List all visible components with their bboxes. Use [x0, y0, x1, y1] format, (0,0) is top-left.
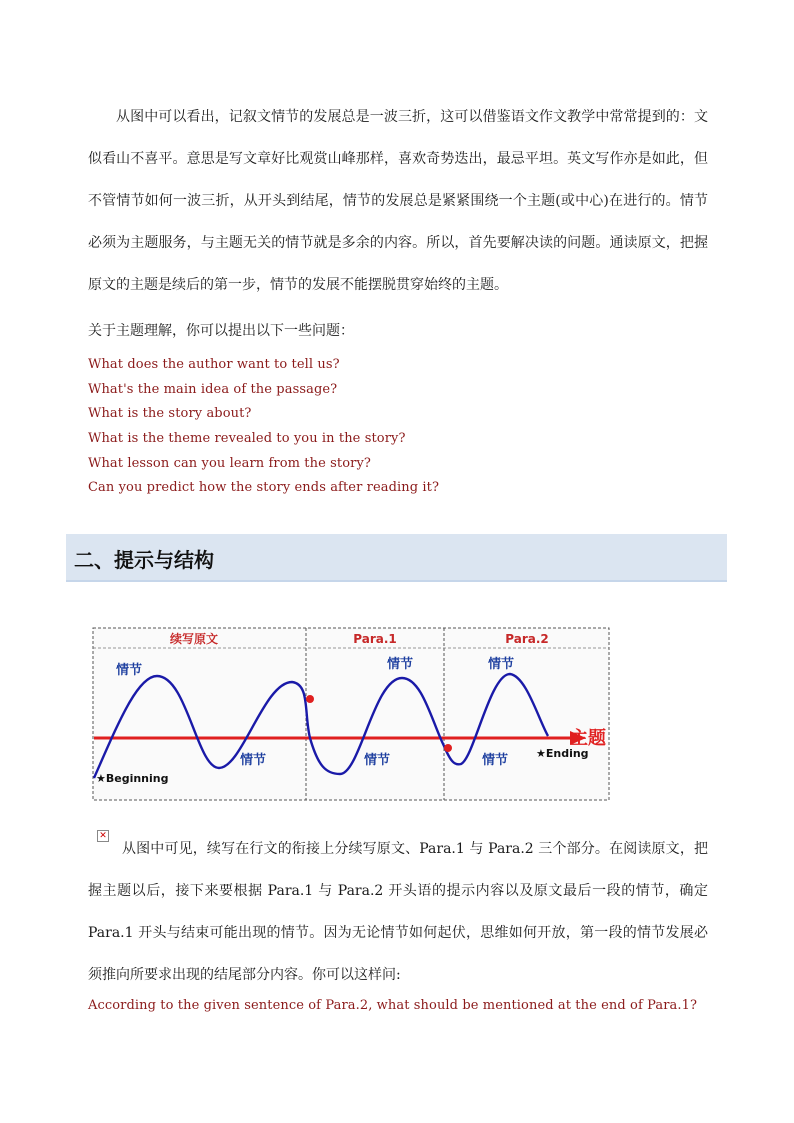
question-4: What is the theme revealed to you in the story?	[88, 431, 406, 446]
section-title-original: 续写原文	[169, 632, 219, 646]
section-heading: 二、提示与结构	[74, 548, 214, 572]
junction-dot-1	[306, 695, 314, 703]
question-5: What lesson can you learn from the story?	[88, 456, 371, 471]
body-paragraph-1: 从图中可以看出，记叙文情节的发展总是一波三折，这可以借鉴语文作文教学中常常提到的：文似看山不喜平。意思是写文章好比观赏山峰那样，喜欢奇势迭出，最忌平坦。英文写作亦是如此，但不管情节如何一波三折，从开头到结尾，情节的发展总是紧紧围绕一个主题(或中心)在进行的。情节必须为主题服务，与主题无关的情节就是多余的内容。所以，首先要解决读的问题。通读原文，把握原文的主题是续后的第一步，情节的发展不能摆脱贯穿始终的主题。	[88, 109, 708, 293]
plot-label-2: 情节	[240, 753, 267, 768]
question-2: What's the main idea of the passage?	[88, 382, 338, 397]
plot-label-6: 情节	[482, 753, 509, 768]
plot-label-3: 情节	[387, 657, 414, 672]
question-6: Can you predict how the story ends after reading it?	[88, 480, 440, 495]
plot-label-1: 情节	[116, 663, 143, 678]
broken-image-icon: ✕	[97, 830, 109, 842]
theme-label: 主题	[570, 728, 606, 749]
section-title-para2: Para.2	[505, 632, 549, 646]
plot-label-5: 情节	[488, 657, 515, 672]
diagram-frame	[93, 628, 609, 800]
ending-label: ★Ending	[536, 747, 589, 760]
question-1: What does the author want to tell us?	[88, 357, 340, 372]
body-paragraph-2	[88, 828, 708, 996]
body-paragraph-2-text: 从图中可见，续写在行文的衔接上分续写原文、Para.1 与 Para.2 三个部分。在阅读原文，把握主题以后，接下来要根据 Para.1 与 Para.2 开头语的提示内容以及原文最后一段的情节，确定 Para.1 开头与结束可能出现的情节。因为无论情节如何起伏，思维如何开放，第一段的情节发展必须推向所要求出现的结尾部分内容。你可以这样问:	[88, 841, 708, 983]
final-question: According to the given sentence of Para.2, what should be mentioned at the end of Para.1?	[88, 998, 698, 1013]
question-3: What is the story about?	[88, 406, 252, 421]
junction-dot-2	[444, 744, 452, 752]
beginning-label: ★Beginning	[96, 772, 169, 785]
plot-structure-diagram	[92, 626, 612, 802]
section-title-para1: Para.1	[353, 632, 397, 646]
plot-label-4: 情节	[364, 753, 391, 768]
section-heading-bar	[66, 534, 727, 582]
intro-line: 关于主题理解，你可以提出以下一些问题：	[88, 323, 354, 339]
